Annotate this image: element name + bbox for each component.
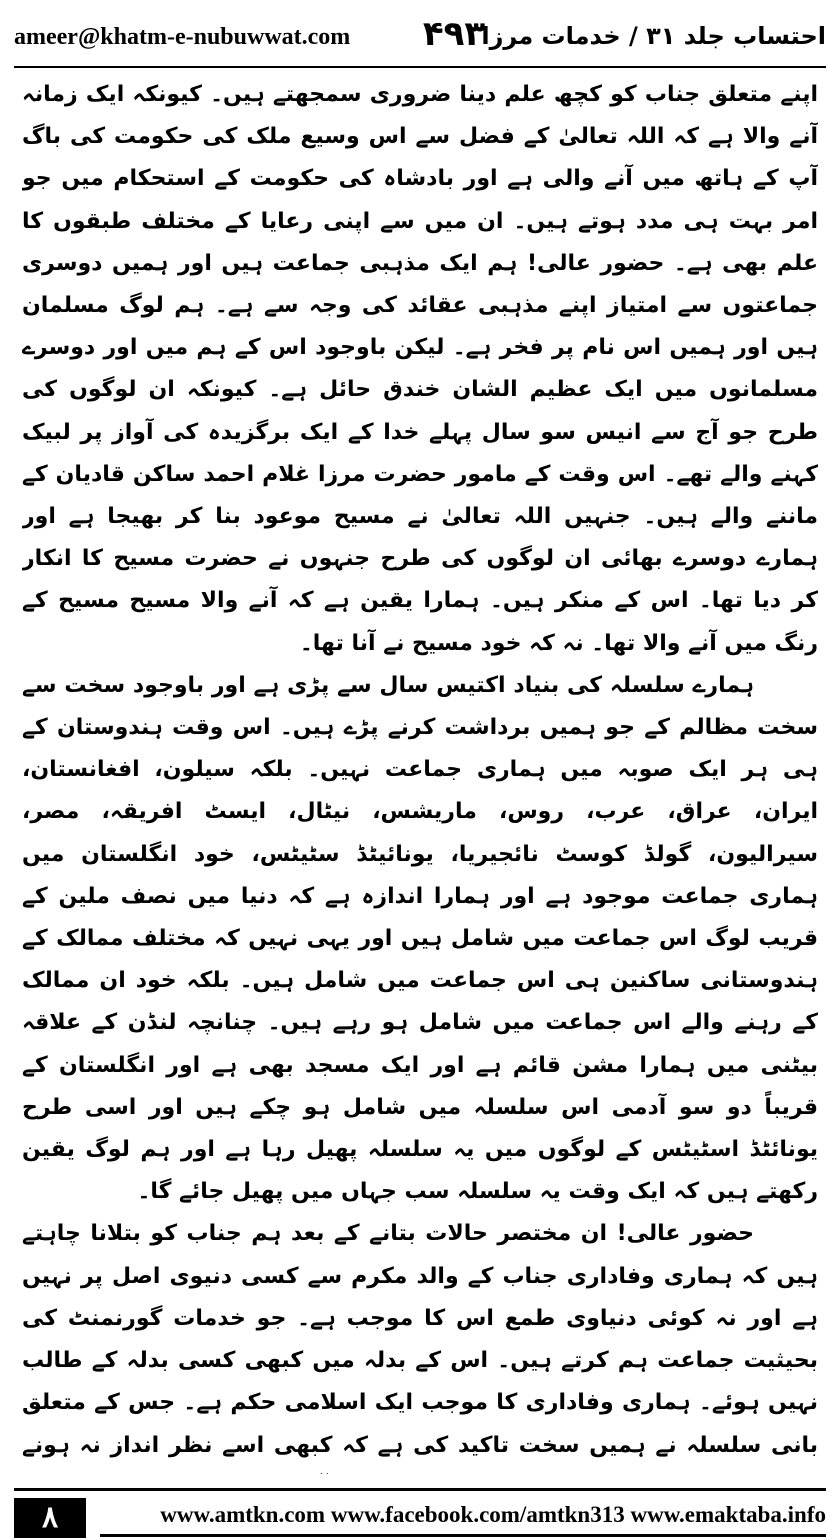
header-email: ameer@khatm-e-nubuwwat.com <box>14 24 351 50</box>
body-text <box>22 74 818 1474</box>
paragraph-1: اپنے متعلق جناب کو کچھ علم دینا ضروری سمجھتے ہیں۔ کیونکہ ایک زمانہ آنے والا ہے کہ اللہ تعالیٰ کے فضل سے اس وسیع ملک کی حکومت کی باگ آپ کے ہاتھ میں آنے والی ہے اور بادشاہ کی حکومت کے استحکام میں جو امر بہت ہی مدد ہوتے ہیں۔ ان میں سے اپنی رعایا کے مختلف طبقوں کا علم بھی ہے۔ حضور عالی! ہم ایک مذہبی جماعت ہیں اور ہمیں دوسری جماعتوں سے امتیاز اپنے مذہبی عقائد کی وجہ سے ہے۔ ہم لوگ مسلمان ہیں اور ہمیں اس نام پر فخر ہے۔ لیکن باوجود اس کے ہم میں اور دوسرے مسلمانوں میں ایک عظیم الشان خندق حائل ہے۔ کیونکہ ان لوگوں کی طرح جو آج سے انیس سو سال پہلے خدا کے ایک برگزیدہ کی آواز پر لبیک کہنے والے تھے۔ اس وقت کے مامور حضرت مرزا غلام احمد ساکن قادیان کے ماننے والے ہیں۔ جنہیں اللہ تعالیٰ نے مسیح موعود بنا کر بھیجا ہے اور ہمارے دوسرے بھائی ان لوگوں کی طرح جنہوں نے حضرت مسیح کا انکار کر دیا تھا۔ اس کے منکر ہیں۔ ہمارا یقین ہے کہ آنے والا مسیح مسیح کے رنگ میں آنے والا تھا۔ نہ کہ خود مسیح نے آنا تھا۔ <box>22 82 818 656</box>
header-divider <box>14 66 826 68</box>
footer-page-number: ۸ <box>14 1498 86 1538</box>
paragraph-3: حضور عالی! ان مختصر حالات بتانے کے بعد ہم جناب کو بتلانا چاہتے ہیں کہ ہماری وفاداری جناب کے والد مکرم سے کسی دنیوی اصل پر نہیں ہے اور نہ کوئی دنیاوی طمع اس کا موجب ہے۔ جو خدمات گورنمنٹ کی بحیثیت جماعت ہم کرتے ہیں۔ اس کے بدلہ میں کبھی کسی بدلہ کے طالب نہیں ہوئے۔ ہماری وفاداری کا موجب ایک اسلامی حکم ہے۔ جس کے متعلق بانی سلسلہ نے ہمیں سخت تاکید کی ہے کہ کبھی اسے نظر انداز نہ ہونے <box>22 1221 818 1458</box>
header-running-title: احتساب جلد ۳۱ / خدمات مرزا <box>481 22 826 50</box>
footer-links[interactable]: www.amtkn.com www.facebook.com/amtkn313 www.emaktaba.info <box>160 1502 826 1527</box>
footer-bottom-rule <box>100 1534 826 1537</box>
page-footer <box>0 1488 840 1540</box>
paragraph-2: ہمارے سلسلہ کی بنیاد اکتیس سال سے پڑی ہے اور باوجود سخت سے سخت مظالم کے جو ہمیں برداشت کرنے پڑے ہیں۔ اس وقت ہندوستان کے ہی ہر ایک صوبہ میں ہماری جماعت نہیں۔ بلکہ سیلون، افغانستان، ایران، عراق، عرب، روس، ماریشس، نیٹال، ایسٹ افریقہ، مصر، سیرالیون، گولڈ کوسٹ نائجیریا، یونائیٹڈ سٹیٹس، خود انگلستان میں ہماری جماعت موجود ہے اور ہمارا اندازہ ہے کہ دنیا میں نصف ملین کے قریب لوگ اس جماعت میں شامل ہیں اور یہی نہیں کہ مختلف ممالک کے ہندوستانی ساکنین ہی اس جماعت میں شامل ہیں۔ بلکہ خود ان ممالک کے رہنے والے اس جماعت میں شامل ہو رہے ہیں۔ چنانچہ لنڈن کے علاقہ بیٹنی میں ہمارا مشن قائم ہے اور ایک مسجد بھی ہے اور انگلستان کے قریباً دو سو آدمی اس سلسلہ میں شامل ہو چکے ہیں اور اسی طرح یونائٹڈ اسٹیٹس کے لوگوں میں یہ سلسلہ پھیل رہا ہے اور ہم لوگ یقین رکھتے ہیں کہ ایک وقت یہ سلسلہ سب جہاں میں پھیل جائے گا۔ <box>22 672 818 1205</box>
header-page-number: ۴۹۳ <box>422 14 486 54</box>
footer-divider <box>14 1488 826 1491</box>
page-header <box>14 10 826 64</box>
